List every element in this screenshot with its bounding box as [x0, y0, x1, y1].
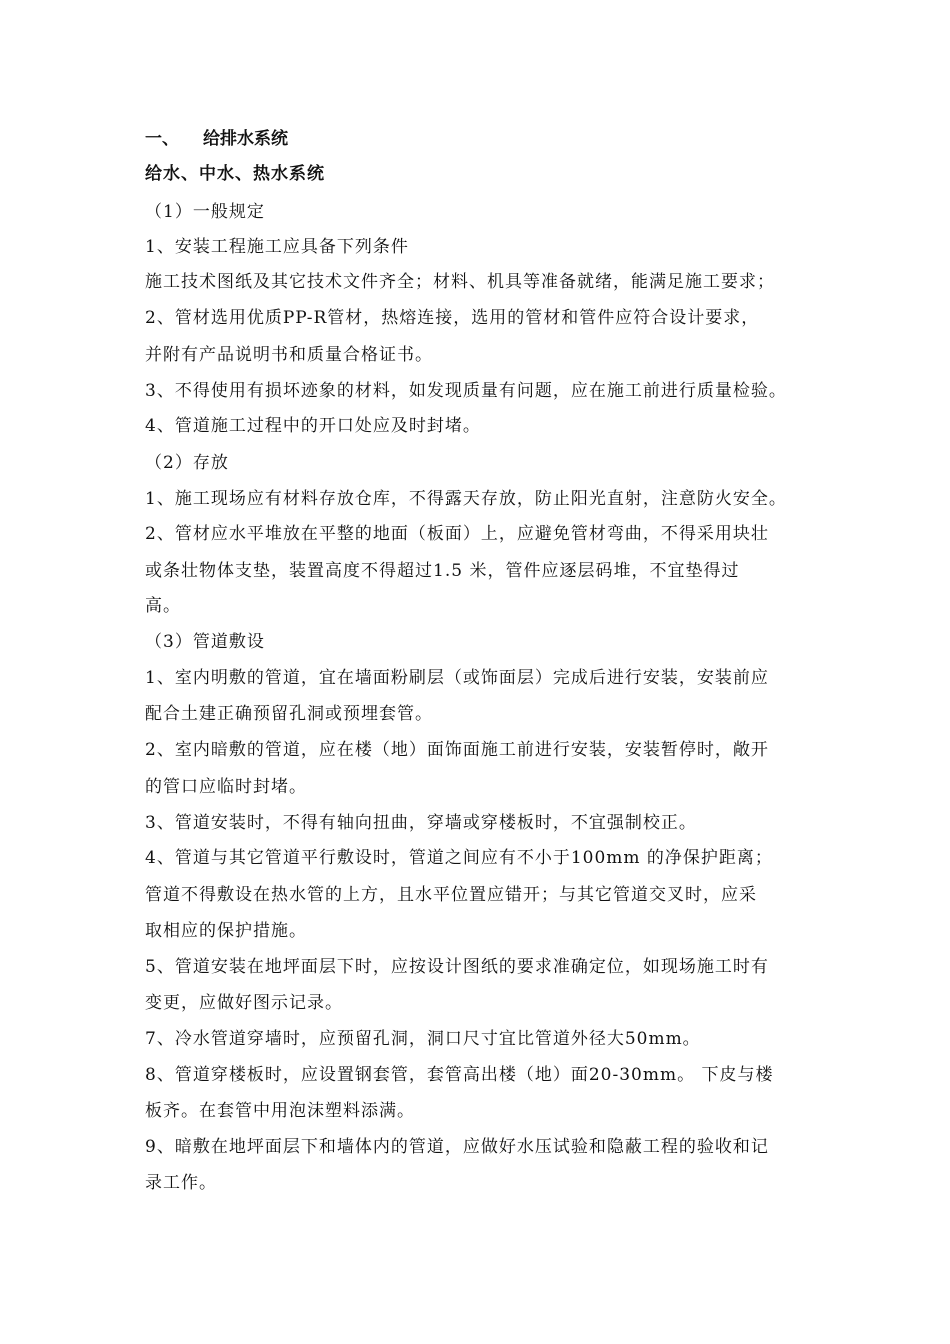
paragraph-line: 2、管材应水平堆放在平整的地面（板面）上，应避免管材弯曲，不得采用块壮 [145, 524, 769, 544]
paragraph-line: 1、安装工程施工应具备下列条件 [145, 237, 409, 257]
paragraph-line: 9、暗敷在地坪面层下和墙体内的管道，应做好水压试验和隐蔽工程的验收和记 [145, 1137, 769, 1157]
paragraph-line: 5、管道安装在地坪面层下时，应按设计图纸的要求准确定位，如现场施工时有 [145, 957, 769, 977]
paragraph-line: 4、管道施工过程中的开口处应及时封堵。 [145, 416, 481, 436]
paragraph-line: 高。 [145, 596, 181, 616]
paragraph-line: 板齐。在套管中用泡沫塑料添满。 [145, 1101, 415, 1121]
paragraph-line: 的管口应临时封堵。 [145, 777, 307, 797]
paragraph-line: 配合土建正确预留孔洞或预埋套管。 [145, 704, 433, 724]
paragraph-line: 取相应的保护措施。 [145, 921, 307, 941]
paragraph-line: 或条壮物体支垫，装置高度不得超过1.5 米，管件应逐层码堆，不宜垫得过 [145, 561, 740, 581]
paragraph-line: 录工作。 [145, 1173, 217, 1193]
paragraph-line: 7、冷水管道穿墙时，应预留孔洞，洞口尺寸宜比管道外径大50mm。 [145, 1029, 701, 1049]
paragraph-line: 管道不得敷设在热水管的上方，且水平位置应错开；与其它管道交叉时，应采 [145, 885, 757, 905]
paragraph-line: 变更，应做好图示记录。 [145, 993, 343, 1013]
paragraph-line: 3、不得使用有损坏迹象的材料，如发现质量有问题，应在施工前进行质量检验。 [145, 381, 787, 401]
paragraph-line: 并附有产品说明书和质量合格证书。 [145, 345, 433, 365]
paragraph-line: 3、管道安装时，不得有轴向扭曲，穿墙或穿楼板时，不宜强制校正。 [145, 813, 697, 833]
paragraph-line: （3）管道敷设 [145, 632, 265, 652]
paragraph-line: 施工技术图纸及其它技术文件齐全；材料、机具等准备就绪，能满足施工要求； [145, 272, 775, 292]
paragraph-line: 1、施工现场应有材料存放仓库，不得露天存放，防止阳光直射，注意防火安全。 [145, 489, 787, 509]
subsection-title: 给水、中水、热水系统 [145, 164, 325, 184]
section-title: 给排水系统 [203, 129, 288, 149]
paragraph-line: 2、室内暗敷的管道，应在楼（地）面饰面施工前进行安装，安装暂停时，敞开 [145, 740, 769, 760]
paragraph-line: （2）存放 [145, 453, 229, 473]
paragraph-line: 8、管道穿楼板时，应设置钢套管，套管高出楼（地）面20-30mm。 下皮与楼 [145, 1065, 774, 1085]
paragraph-line: （1）一般规定 [145, 202, 265, 222]
paragraph-line: 2、管材选用优质PP-R管材，热熔连接，选用的管材和管件应符合设计要求， [145, 308, 760, 328]
paragraph-line: 1、室内明敷的管道，宜在墙面粉刷层（或饰面层）完成后进行安装，安装前应 [145, 668, 769, 688]
section-number: 一、 [145, 129, 179, 149]
paragraph-line: 4、管道与其它管道平行敷设时，管道之间应有不小于100mm 的净保护距离； [145, 848, 773, 868]
